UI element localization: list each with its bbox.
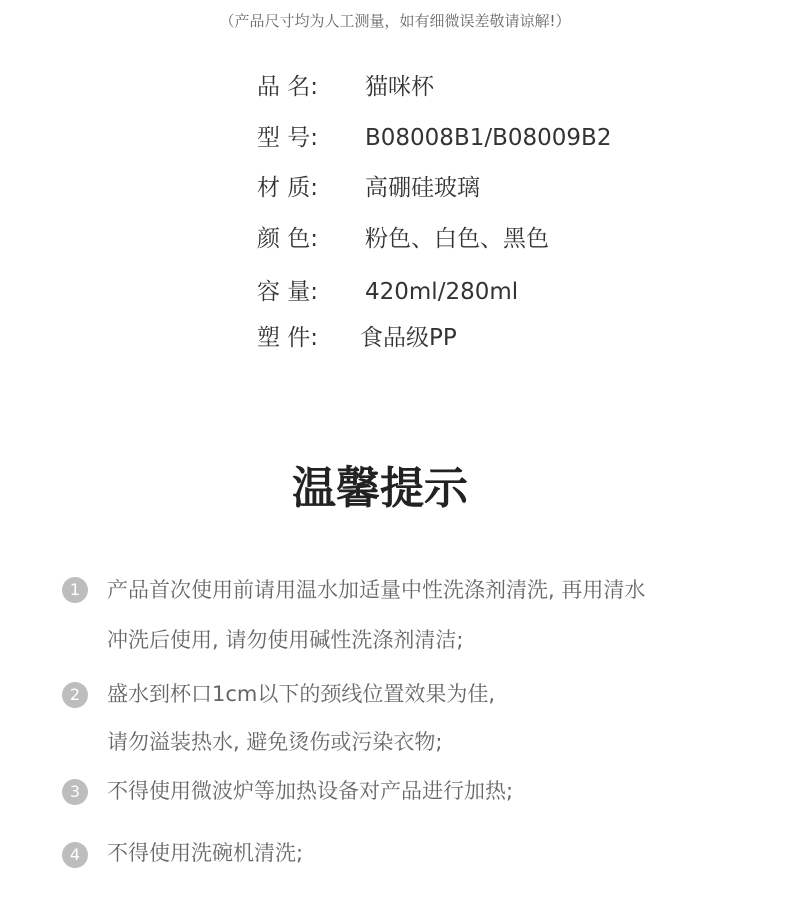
spec-row-material <box>257 171 480 205</box>
number-badge: 3 <box>62 779 88 805</box>
spec-row-name <box>257 70 434 104</box>
spec-label: 塑 件: <box>257 325 319 351</box>
spec-value: 420ml/280ml <box>365 279 519 305</box>
spec-value: 高硼硅玻璃 <box>365 175 480 201</box>
spec-value: 食品级PP <box>360 325 457 351</box>
tip-text-line: 产品首次使用前请用温水加适量中性洗涤剂清洗, 再用清水 <box>107 578 646 602</box>
spec-value: B08008B1/B08009B2 <box>365 125 612 151</box>
tips-title: 温馨提示 <box>292 463 468 514</box>
tip-text-line: 冲洗后使用, 请勿使用碱性洗涤剂清洁; <box>107 628 464 652</box>
spec-label: 材 质: <box>257 175 319 201</box>
spec-row-plastic <box>257 321 457 355</box>
number-badge: 4 <box>62 842 88 868</box>
spec-label: 品 名: <box>257 74 319 100</box>
spec-row-capacity <box>257 275 518 309</box>
spec-label: 容 量: <box>257 279 319 305</box>
tip-text-line: 盛水到杯口1cm以下的颈线位置效果为佳, <box>107 682 496 706</box>
spec-label: 颜 色: <box>257 226 319 252</box>
tip-text-line: 请勿溢装热水, 避免烫伤或污染衣物; <box>107 730 443 754</box>
spec-value: 猫咪杯 <box>365 74 434 100</box>
disclaimer-text: （产品尺寸均为人工测量，如有细微误差敬请谅解!） <box>219 12 571 30</box>
spec-value: 粉色、白色、黑色 <box>365 226 549 252</box>
spec-label: 型 号: <box>257 125 319 151</box>
tip-text-line: 不得使用洗碗机清洗; <box>107 841 304 865</box>
tip-text-line: 不得使用微波炉等加热设备对产品进行加热; <box>107 779 514 803</box>
spec-row-color <box>257 222 549 256</box>
spec-row-model <box>257 121 611 155</box>
number-badge: 2 <box>62 682 88 708</box>
number-badge: 1 <box>62 577 88 603</box>
